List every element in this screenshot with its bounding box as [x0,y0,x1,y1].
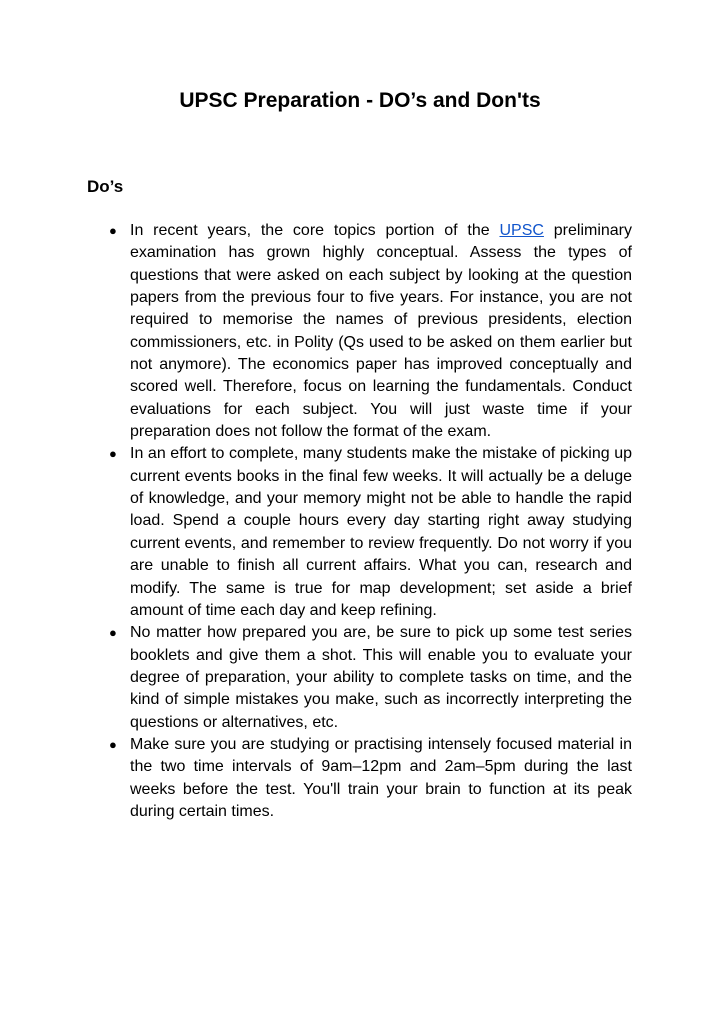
list-item-text: In an effort to complete, many students make the mistake of picking up current events books in the final few weeks. It will actually be a deluge of knowledge, and your memory might not be able to handle the rapid load. Spend a couple hours every day starting right away studying current events, and remember to review frequently. Do not worry if you are unable to finish all current affairs. What you can, research and modify. The same is true for map development; set aside a brief amount of time each day and keep refining. [130,445,632,619]
list-item [106,734,632,823]
section-heading-dos: Do’s [87,177,124,196]
list-item [106,622,632,734]
list-item [106,220,632,443]
list-item [106,443,632,622]
bullet-icon: ● [109,223,117,238]
list-item-text: No matter how prepared you are, be sure to pick up some test series booklets and give them a shot. This will enable you to evaluate your degree of preparation, your ability to complete tasks on time, and the kind of simple mistakes you make, such as incorrectly interpreting the questions or alternatives, etc. [130,624,632,731]
bullet-icon: ● [109,446,117,462]
list-item-text: Make sure you are studying or practising intensely focused material in the two time intervals of 9am–12pm and 2am–5pm during the last weeks before the test. You'll train your brain to function at its peak during certain times. [130,735,632,820]
dos-bullet-list [106,220,632,823]
document-title: UPSC Preparation - DO’s and Don'ts [179,89,541,112]
list-item-text: preliminary examination has grown highly conceptual. Assess the types of questions that were asked on each subject by looking at the question papers from the previous four to five years. For instance, you are not required to memorise the names of previous presidents, election commissioners, etc. in Polity (Qs used to be asked on them earlier but not anymore). The economics paper has improved conceptually and scored well. Therefore, focus on learning the fundamentals. Conduct evaluations for each subject. You will just waste time if your preparation does not follow the format of the exam. [130,222,633,441]
bullet-icon: ● [109,625,117,641]
list-item-text: In recent years, the core topics portion of the [130,222,500,239]
upsc-link[interactable]: UPSC [499,222,544,239]
bullet-icon: ● [109,736,117,752]
